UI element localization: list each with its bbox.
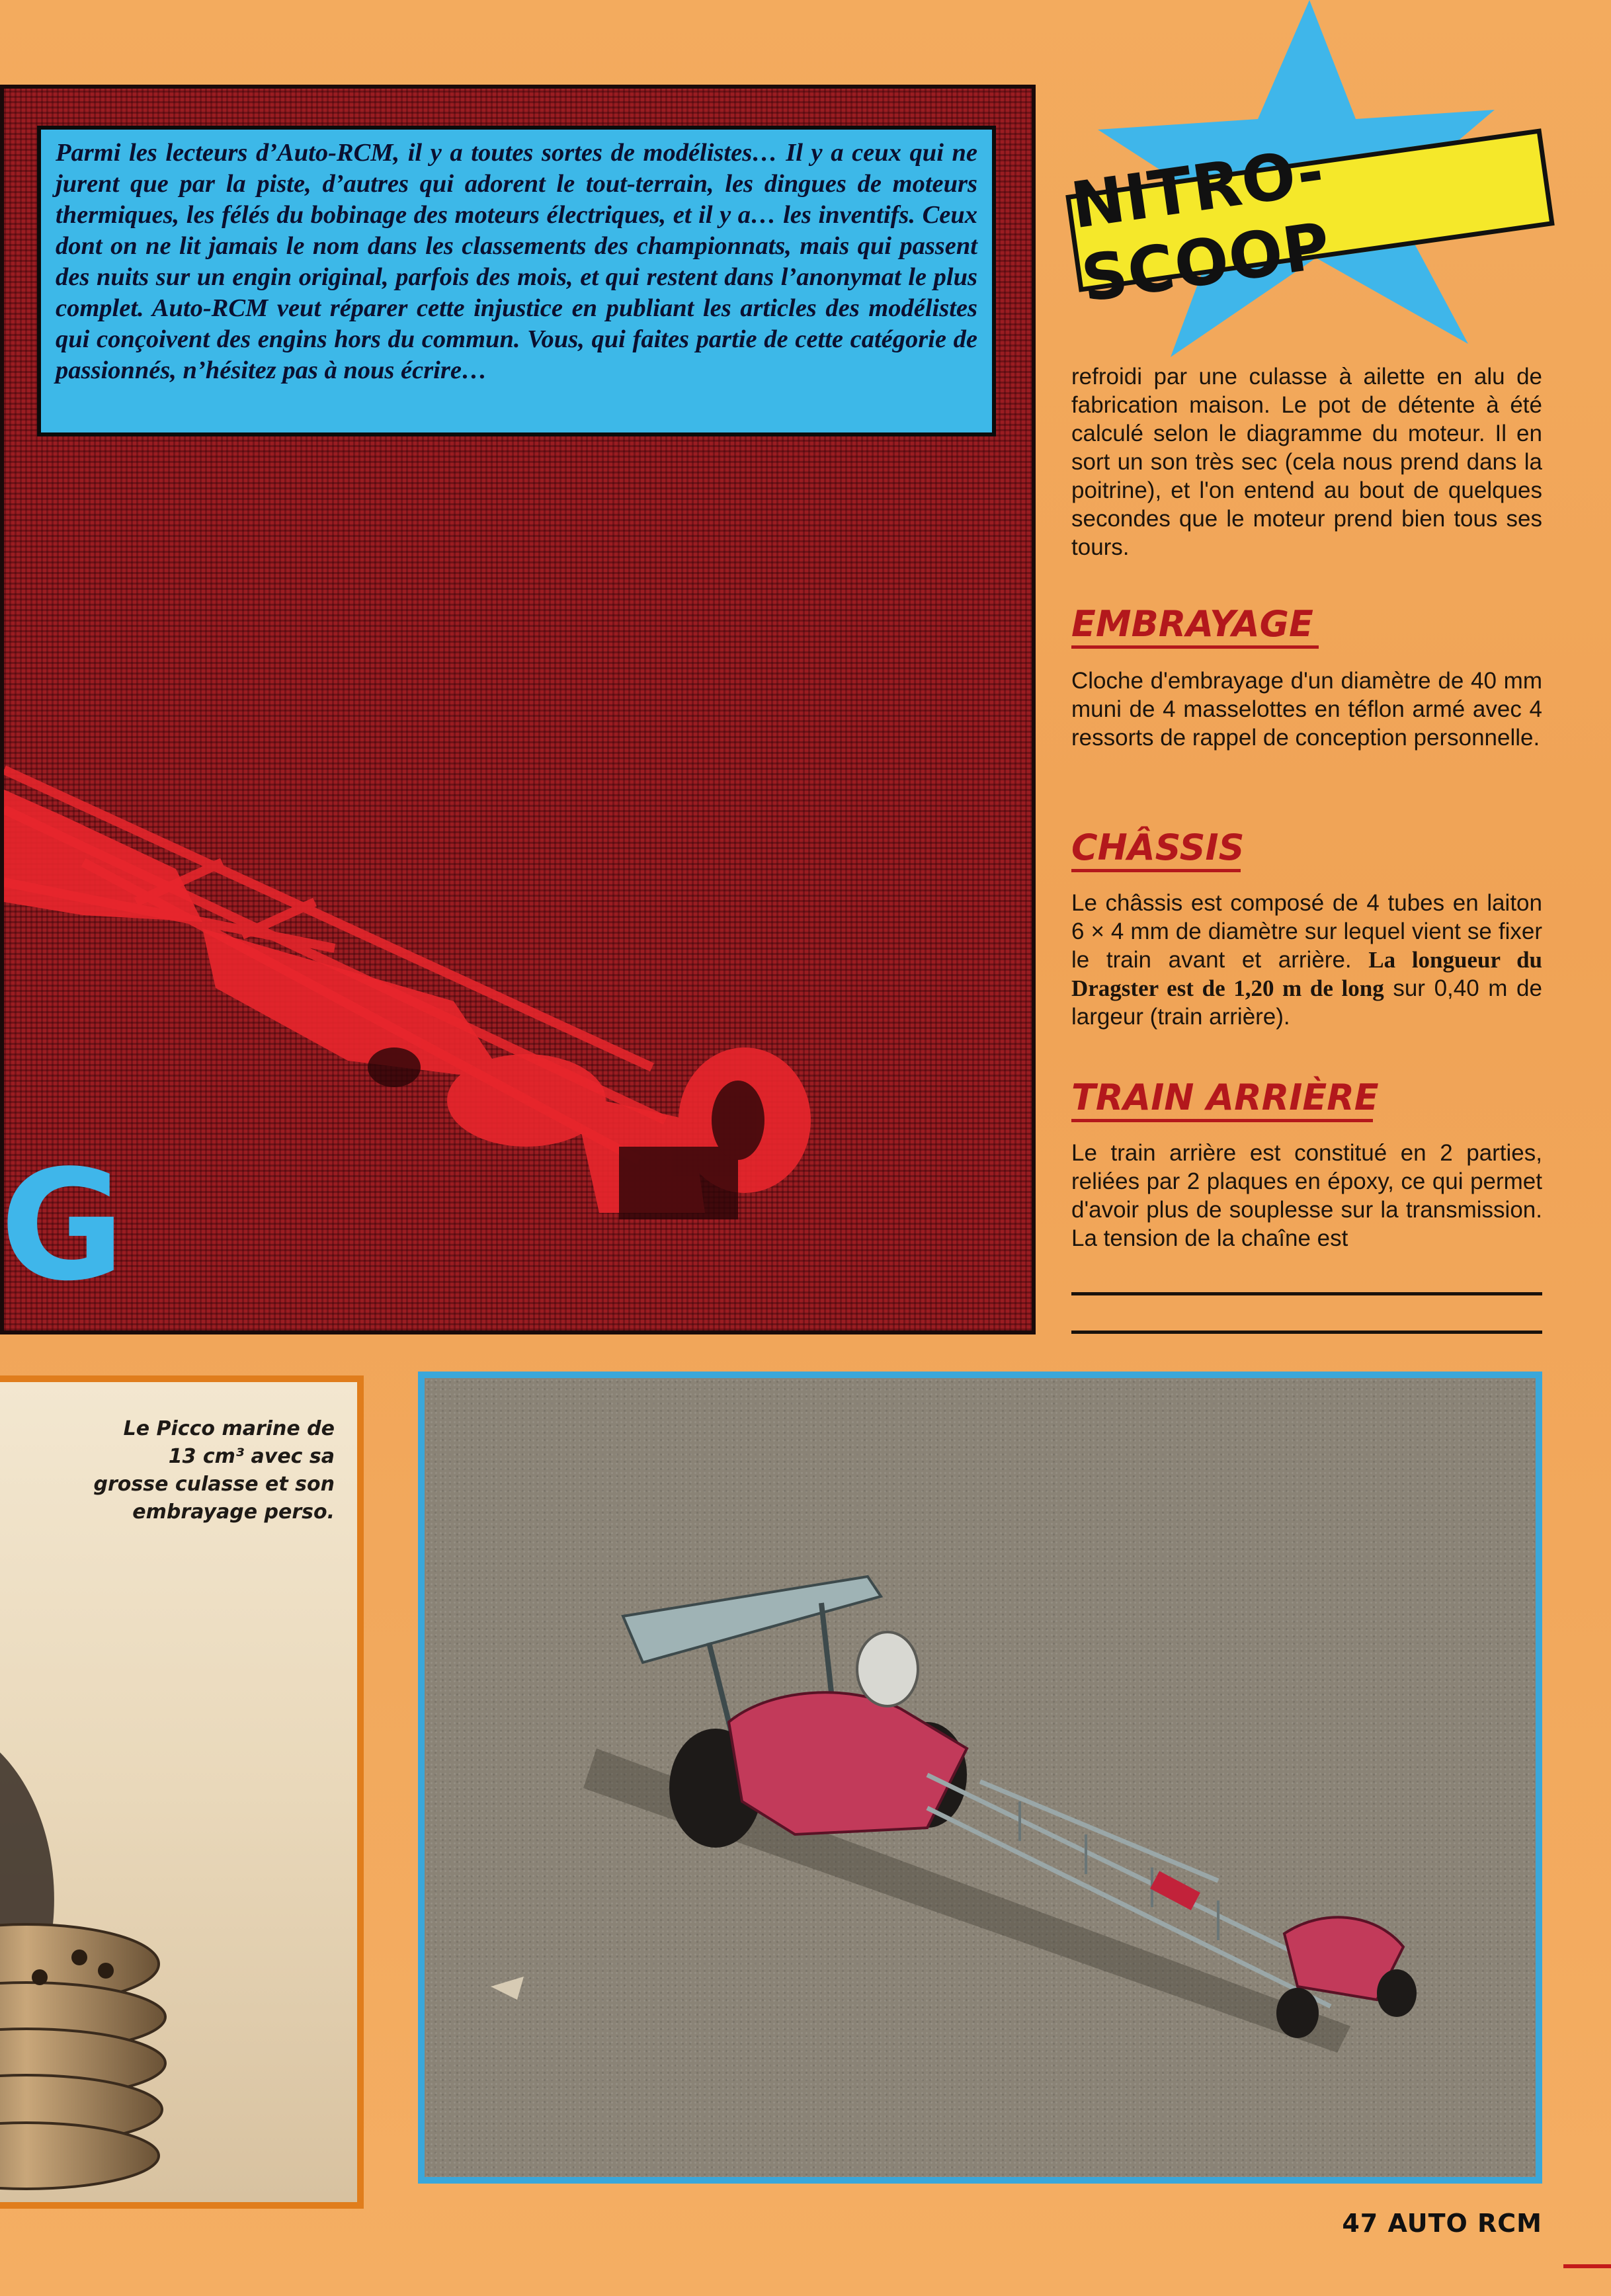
caption-line: grosse culasse et son: [93, 1473, 335, 1496]
heading-underline: [1071, 1119, 1373, 1122]
paragraph-engine: refroidi par une culasse à ailette en alu de fabrication maison. Le pot de détente à été calculé selon le diagramme du moteur. Il en sort un son très sec (cela nous prend dans la poitrine), et l'on entend au bout de quelques secondes que le moteur prend bien tous ses tours.: [1071, 364, 1542, 560]
column-divider: [1071, 1331, 1542, 1334]
paragraph-chassis: [1071, 889, 1542, 1031]
heading-underline: [1071, 645, 1319, 649]
column-divider: [1071, 1292, 1542, 1295]
page-footer: [1342, 2209, 1542, 2238]
intro-box: [37, 126, 996, 436]
intro-text: Parmi les lecteurs d’Auto-RCM, il y a toutes sortes de modélistes… Il y a ceux qui ne jurent que par la piste, d’autres qui adorent le tout-terrain, les dingues de moteurs thermiques, les félés du bobinage des moteurs électriques, et il y a… les inventifs. Ceux dont on ne lit jamais le nom dans les classements des championnats, mais qui passent des nuits sur un engin original, parfois des mois, et qui restent dans l’anonymat le plus complet. Auto-RCM veut réparer cette injustice en publiant les articles des modélistes qui conçoivent des engins hors du commun. Vous, qui faites partie de cette catégorie de passionnés, n’hésitez pas à nous écrire…: [56, 139, 977, 384]
paragraph-train-arriere: Le train arrière est constitué en 2 parties, reliées par 2 plaques en époxy, ce qui permet d'avoir plus de souplesse sur la transmission. La tension de la chaîne est: [1071, 1140, 1542, 1251]
caption-line: 13 cm³ avec sa: [168, 1445, 335, 1468]
caption-line: Le Picco marine de: [123, 1417, 335, 1440]
engine-photo-panel: [0, 1375, 364, 2209]
chassis-text-1: Le châssis est composé de 4 tubes en laiton 6 × 4 mm de diamètre sur lequel vient se fixer le train avant et arrière.: [1071, 890, 1542, 973]
nitro-scoop-label: NITRO-SCOOP: [1066, 134, 1335, 317]
magazine-name: AUTO RCM: [1387, 2209, 1542, 2238]
title-fragment: G: [0, 1138, 125, 1315]
page-number: 47: [1342, 2209, 1379, 2238]
paragraph-embrayage: Cloche d'embrayage d'un diamètre de 40 mm muni de 4 masselottes en téflon armé avec 4 ressorts de rappel de conception personnelle.: [1071, 668, 1542, 751]
dragster-photo: [418, 1372, 1542, 2184]
heading-chassis: CHÂSSIS: [1071, 827, 1245, 868]
chassis-text-bold: La longueur du Dragster est de 1,20 m de long: [1071, 947, 1542, 1001]
dragster-illustration: [425, 1378, 1536, 2177]
corner-mark: [1563, 2264, 1611, 2268]
heading-embrayage: EMBRAYAGE: [1071, 603, 1313, 645]
heading-underline: [1071, 869, 1241, 872]
chassis-text-2: sur 0,40 m de largeur (train arrière).: [1071, 975, 1542, 1030]
heading-train-arriere: TRAIN ARRIÈRE: [1071, 1077, 1379, 1118]
caption-line: embrayage perso.: [132, 1500, 335, 1524]
photo-caption: [44, 1415, 335, 1526]
